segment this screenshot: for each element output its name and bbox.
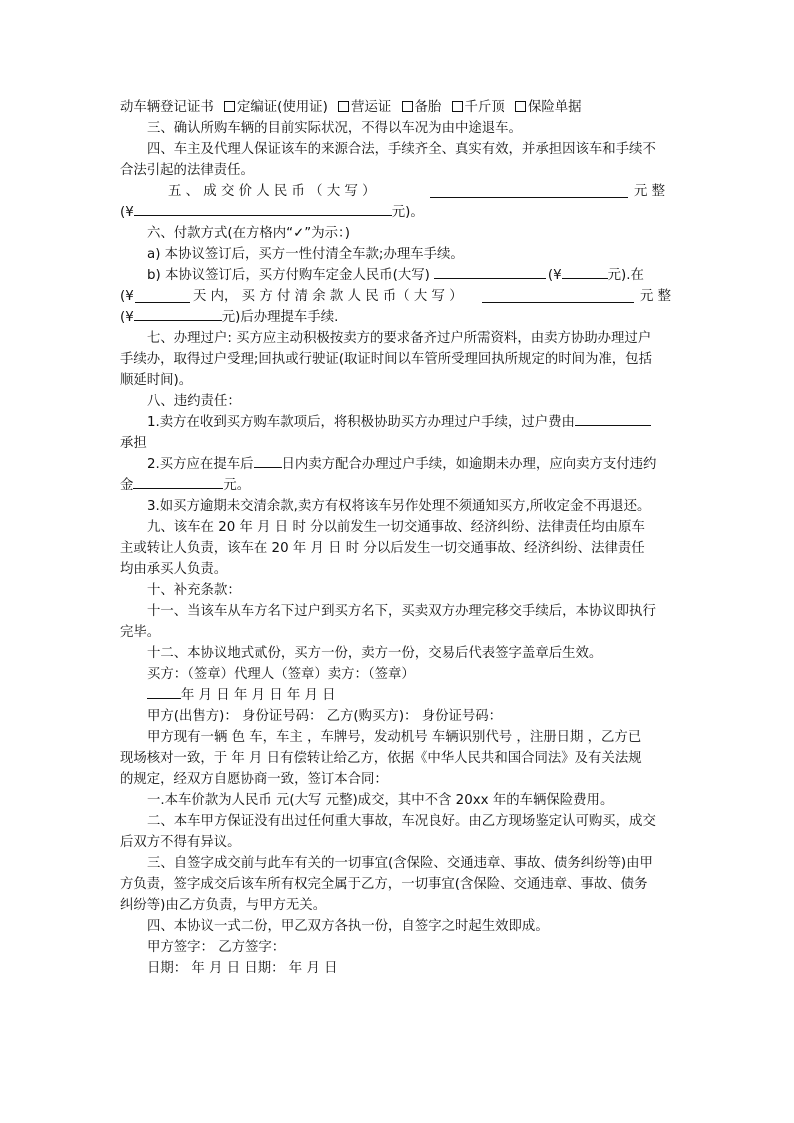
deposit-number-blank[interactable] — [562, 265, 608, 279]
clause-3-line: 三、确认所购车辆的目前实际状况，不得以车况为由中途退车。 — [147, 121, 522, 136]
contract-clause-3-line-2: 方负责，签字成交后该车所有权完全属于乙方，一切事宜(含保险、交通违章、事故、债务 — [120, 877, 648, 892]
penalty-amount-blank[interactable] — [133, 475, 223, 489]
signature-parties: 买方：（签章）代理人（签章）卖方：（签章） — [147, 667, 415, 682]
price-number-blank[interactable] — [134, 202, 392, 216]
checklist-item-permit: 定编证(使用证) — [237, 100, 328, 115]
checklist-item-registration: 动车辆登记证书 — [120, 100, 214, 115]
clause-10-title: 十、补充条款： — [147, 583, 241, 598]
days-after-pickup-blank[interactable] — [254, 454, 282, 468]
clause-6-title: 六、付款方式(在方格内“✓”为示：) — [147, 226, 350, 241]
clause-5-line-2: (¥ 元)。 — [120, 202, 424, 223]
clause-7-line-3: 顺延时间)。 — [120, 373, 193, 388]
signature-dates: 年 月 日 年 月 日 年 月 日 — [147, 685, 336, 706]
clause-6b-line-3: (¥ 元)后办理提车手续. — [120, 307, 338, 328]
clause-7-line-2: 手续办，取得过户受理;回执或行驶证(取证时间以车管所受理回执所规定的时间为准，包括 — [120, 352, 652, 367]
clause-8-2: 2.买方应在提车后 日内卖方配合办理过户手续，如逾期未办理，应向卖方支付违约 — [147, 454, 656, 475]
checklist-item-spare-tire: 备胎 — [414, 100, 442, 115]
vehicle-info-line-3: 的规定，经双方自愿协商一致，签订本合同： — [120, 772, 388, 787]
checkbox-icon — [452, 101, 463, 112]
checkbox-icon — [224, 101, 235, 112]
clause-9-line-1: 九、该车在 20 年 月 日 时 分以前发生一切交通事故、经济纠纷、法律责任均由原车 — [147, 520, 645, 535]
checkbox-icon — [515, 101, 526, 112]
contract-clause-3-line-1: 三、自签字成交前与此车有关的一切事宜(含保险、交通违章、事故、债务纠纷等)由甲 — [147, 856, 653, 871]
balance-words-blank[interactable] — [482, 289, 634, 303]
clause-11-line-1: 十一、当该车从车方名下过户到买方名下，买卖双方办理完移交手续后，本协议即执行 — [147, 604, 656, 619]
signature-date-label: 日期： 年 月 日 日期： 年 月 日 — [147, 961, 338, 976]
clause-9-line-3: 均由承买人负责。 — [120, 562, 228, 577]
clause-7-line-1: 七、办理过户: 买方应主动积极按卖方的要求备齐过户所需资料，由卖方协助办理过户 — [147, 331, 652, 346]
price-words-blank[interactable] — [430, 184, 628, 198]
deposit-words-blank[interactable] — [434, 265, 546, 279]
clause-4-line-1: 四、车主及代理人保证该车的来源合法，手续齐全、真实有效，并承担因该车和手续不 — [147, 142, 656, 157]
price-unit: 元 整 — [634, 184, 666, 199]
clause-8-1-cont: 承担 — [120, 436, 147, 451]
days-blank[interactable] — [135, 289, 190, 303]
clause-4-line-2: 合法引起的法律责任。 — [120, 163, 254, 178]
clause-9-line-2: 主或转让人负责，该车在 20 年 月 日 时 分以后发生一切交通事故、经济纠纷、法律责任 — [120, 541, 645, 556]
clause-12: 十二、本协议地式贰份，买方一份，卖方一份，交易后代表签字盖章后生效。 — [147, 646, 603, 661]
price-label: 五 、 成 交 价 人 民 币 （ 大 写 ） — [168, 184, 376, 199]
checklist-item-jack: 千斤顶 — [464, 100, 505, 115]
balance-number-blank[interactable] — [134, 307, 222, 321]
clause-8-2-cont: 金 元。 — [120, 475, 250, 496]
transfer-fee-payer-blank[interactable] — [575, 412, 651, 426]
contract-clause-2-line-2: 后双方不得有异议。 — [120, 835, 241, 850]
contract-page: 动车辆登记证书 定编证(使用证) 营运证 备胎 千斤顶 保险单据 三、确认所购车辆的目前实际状况，不得以车况为由中途退车。 四、车主及代理人保证该车的来源合法，手续齐全、真实有效，并承担因该车和手续不 合法引起的法律责任。 五 、 成 交 价 人 民 币 （ 大 写 ） 元 整 (¥ 元)。 六、付款方式(在方格内“✓”为示：) a) 本协议签订后，买方一性付清全车款;办理车手续。 b) 本协议签订后，买方付购车定金人民币(大写) (¥ 元).在 (¥ 天 内， 买 方 付 清 余 款 人 民 币（ 大 写 ） 元 整 (¥ 元)后办理提车手续. 七、办理过户: 买方应主动积极按卖方的要求备齐过户所需资料，由卖方协助办理过户 手续办，取得过户受理;回执或行驶证(取证时间以车管所受理回执所规定的时间为准，包括 顺延时间)。 八、违约责任： 1.卖方在收到买方购车款项后，将积极协助买方办理过户手续，过户费由 承担 2.买方应在提车后 日内卖方配合办理过户手续，如逾期未办理，应向卖方支付违约 金 元。 3.如买方逾期未交清余款,卖方有权将该车另作处理不须通知买方,所收定金不再退还。 九、该车在 20 年 月 日 时 分以前发生一切交通事故、经济纠纷、法律责任均由原车 主或转让人负责，该车在 20 年 月 日 时 分以后发生一切交通事故、经济纠纷、法律责任 均由承买人负责。 十、补充条款： 十一、当该车从车方名下过户到买方名下，买卖双方办理完移交手续后，本协议即执行 完毕。 十二、本协议地式贰份，买方一份，卖方一份，交易后代表签字盖章后生效。 买方：（签章）代理人（签章）卖方：（签章） 年 月 日 年 月 日 年 月 日 甲方(出售方)： 身份证号码： 乙方(购买方)： 身份证号码： 甲方现有一辆 色 车，车主 ，车牌号，发动机号 车辆识别代号 ，注册日期 ，乙方已 现场核对一致，于 年 月 日有偿转让给乙方，依据《中华人民共和国合同法》及有关法规 的规定，经双方自愿协商一致，签订本合同： 一.本车价款为人民币 元(大写 元整)成交，其中不含 20xx 年的车辆保险费用。 二、本车甲方保证没有出过任何重大事故，车况良好。由乙方现场鉴定认可购买，成交 后双方不得有异议。 三、自签字成交前与此车有关的一切事宜(含保险、交通违章、事故、债务纠纷等)由甲 方负责，签字成交后该车所有权完全属于乙方，一切事宜(含保险、交通违章、事故、债务 纠纷等)由乙方负责，与甲方无关。 四、本协议一式二份，甲乙双方各执一份，自签字之时起生效即成。 甲方签字： 乙方签字： 日期： 年 月 日 日期： 年 月 日 — [0, 0, 794, 1123]
checkbox-icon — [402, 101, 413, 112]
contract-clause-2-line-1: 二、本车甲方保证没有出过任何重大事故，车况良好。由乙方现场鉴定认可购买，成交 — [147, 814, 656, 829]
parties-header: 甲方(出售方)： 身份证号码： 乙方(购买方)： 身份证号码： — [147, 709, 503, 724]
contract-clause-1: 一.本车价款为人民币 元(大写 元整)成交，其中不含 20xx 年的车辆保险费用。 — [147, 793, 614, 808]
documents-checklist — [120, 97, 582, 118]
vehicle-info-line-2: 现场核对一致，于 年 月 日有偿转让给乙方，依据《中华人民共和国合同法》及有关法规 — [120, 751, 642, 766]
vehicle-info-line-1: 甲方现有一辆 色 车，车主 ，车牌号，发动机号 车辆识别代号 ，注册日期 ，乙方已 — [147, 730, 642, 745]
clause-8-3: 3.如买方逾期未交清余款,卖方有权将该车另作处理不须通知买方,所收定金不再退还。 — [147, 499, 651, 514]
clause-8-title: 八、违约责任： — [147, 394, 241, 409]
clause-6b-line-1: b) 本协议签订后，买方付购车定金人民币(大写) (¥ 元).在 — [147, 265, 644, 286]
date-blank[interactable] — [147, 685, 181, 699]
signatures-label: 甲方签字： 乙方签字： — [147, 940, 286, 955]
checkbox-icon — [338, 101, 349, 112]
clause-11-line-2: 完毕。 — [120, 625, 161, 640]
contract-clause-3-line-3: 纠纷等)由乙方负责，与甲方无关。 — [120, 898, 327, 913]
checklist-item-operation-cert: 营运证 — [351, 100, 392, 115]
contract-clause-4: 四、本协议一式二份，甲乙双方各执一份，自签字之时起生效即成。 — [147, 919, 549, 934]
checklist-item-insurance: 保险单据 — [527, 100, 582, 115]
clause-8-1: 1.卖方在收到买方购车款项后，将积极协助买方办理过户手续，过户费由 — [147, 412, 651, 433]
clause-6a: a) 本协议签订后，买方一性付清全车款;办理车手续。 — [147, 247, 464, 262]
